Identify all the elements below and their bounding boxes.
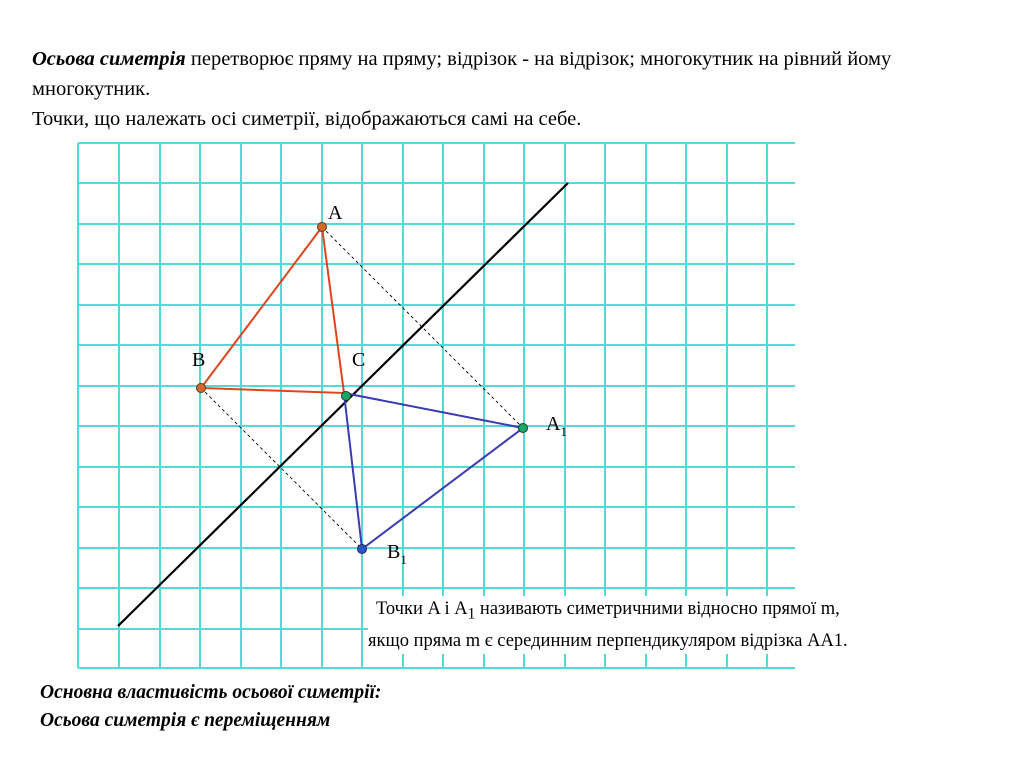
definition-note xyxy=(368,596,968,654)
note-line2: якщо пряма m є серединним перпендикуляром відрізка AA1. xyxy=(368,630,848,651)
point-a xyxy=(318,223,327,232)
triangle-a1b1c xyxy=(344,393,523,549)
label-b: B xyxy=(192,349,206,371)
note-line1-pre: Точки A і A xyxy=(376,599,468,619)
label-a1 xyxy=(546,413,567,439)
label-a: A xyxy=(328,202,343,224)
label-b1-sub: 1 xyxy=(400,552,407,567)
note-line1-sub: 1 xyxy=(467,605,476,623)
label-c: C xyxy=(352,349,366,371)
intro-term: Осьова симетрія xyxy=(32,48,186,70)
label-b1-base: B xyxy=(387,541,401,563)
point-b1 xyxy=(358,545,367,554)
conclusion-line2: Осьова симетрія є переміщенням xyxy=(40,710,331,731)
point-a1 xyxy=(519,424,528,433)
point-b xyxy=(197,384,206,393)
label-a1-sub: 1 xyxy=(560,424,567,439)
intro-line2: Точки, що належать осі симетрії, відображаються самі на себе. xyxy=(32,108,582,130)
point-c xyxy=(342,392,351,401)
symmetry-axis-m xyxy=(118,183,568,626)
intro-rest: перетворює пряму на пряму; відрізок - на відрізок; многокутник на рівний йому многокутник. xyxy=(32,48,892,100)
grid-paper xyxy=(78,143,795,668)
conclusion-text xyxy=(40,679,381,735)
conclusion-line1: Основна властивість осьової симетрії: xyxy=(40,682,382,703)
label-a1-base: A xyxy=(546,413,561,435)
note-line1 xyxy=(368,596,968,628)
note-line1-post: називають симетричними відносно прямої m, xyxy=(475,599,840,619)
